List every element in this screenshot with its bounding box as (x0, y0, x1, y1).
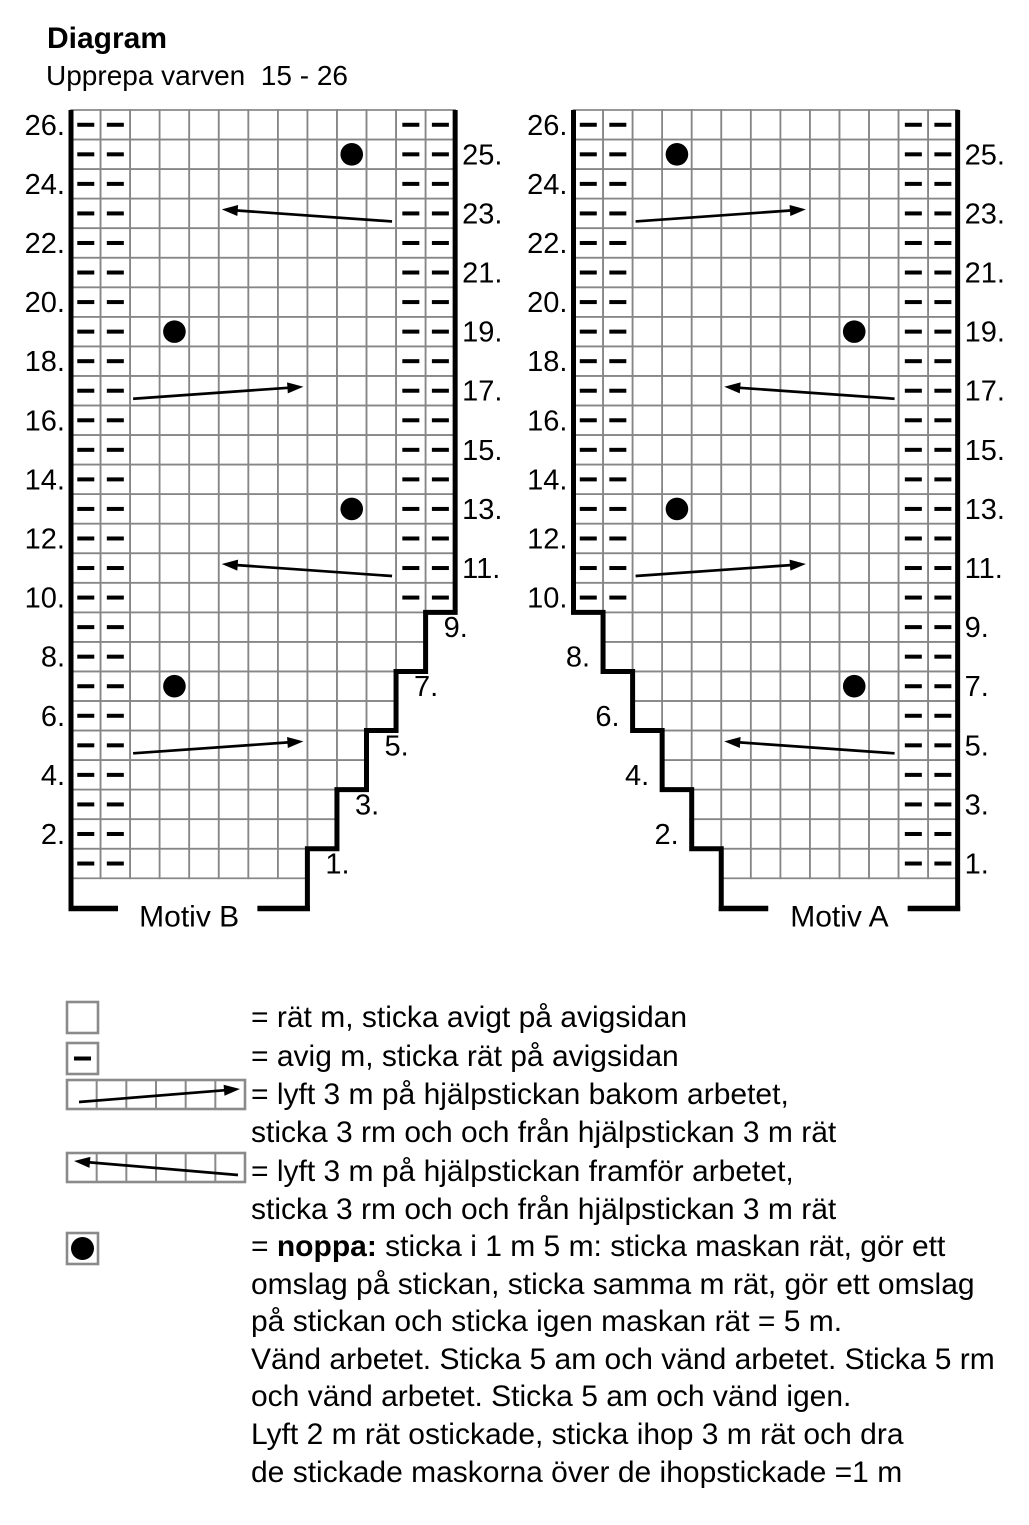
row-label: 16. (24, 405, 65, 438)
purl-dash (107, 418, 124, 422)
purl-dash (107, 182, 124, 186)
bobble-dot (163, 675, 186, 698)
purl-dash (402, 507, 419, 511)
purl-dash (934, 182, 951, 186)
row-labels (527, 110, 1005, 881)
purl-dash (77, 330, 94, 334)
cable-back-strip-symbol (67, 1080, 245, 1109)
purl-dash (77, 743, 94, 747)
purl-dash (934, 714, 951, 718)
purl-dash (77, 448, 94, 452)
legend-line: och vänd arbetet. Sticka 5 am och vänd igen. (251, 1380, 852, 1414)
purl-dash (77, 773, 94, 777)
motif-label: Motiv A (790, 900, 889, 934)
purl-dash (107, 596, 124, 600)
chart-border (71, 110, 455, 911)
purl-dash (432, 300, 449, 304)
row-label: 11. (964, 553, 1003, 586)
purl-dash (402, 271, 419, 275)
purl-dash (432, 566, 449, 570)
purl-dash (77, 802, 94, 806)
purl-dash (905, 418, 922, 422)
purl-dash (77, 625, 94, 629)
purl-dash (580, 566, 597, 570)
row-label: 2. (40, 818, 65, 851)
purl-dash (609, 359, 626, 363)
purl-dash (580, 477, 597, 481)
purl-dash (580, 241, 597, 245)
purl-dash (107, 448, 124, 452)
row-label: 21. (462, 257, 503, 290)
purl-dash (107, 211, 124, 215)
row-label: 18. (527, 346, 568, 379)
purl-dash (432, 507, 449, 511)
purl-dash (609, 566, 626, 570)
purl-dash (77, 359, 94, 363)
row-label: 13. (964, 493, 1005, 526)
row-label: 5. (964, 730, 989, 763)
purl-dash (934, 211, 951, 215)
purl-dash (77, 418, 94, 422)
purl-dash (905, 359, 922, 363)
purl-dash (580, 536, 597, 540)
row-label: 14. (24, 464, 65, 497)
purl-dash (580, 330, 597, 334)
purl-dash (905, 448, 922, 452)
row-label: 22. (527, 227, 568, 260)
legend-line: sticka 3 rm och och från hjälpstickan 3 m rät (251, 1192, 837, 1226)
bobble-dot (666, 498, 689, 521)
row-label: 21. (964, 257, 1005, 290)
purl-dash (107, 655, 124, 659)
purl-dash (432, 152, 449, 156)
legend-bold-term: noppa: (276, 1230, 377, 1263)
purl-dash (432, 123, 449, 127)
purl-dash (77, 655, 94, 659)
purl-dash (77, 714, 94, 718)
purl-dash (580, 448, 597, 452)
purl-dash (402, 152, 419, 156)
purl-dash (934, 773, 951, 777)
purl-dash (77, 182, 94, 186)
row-label: 25. (964, 139, 1005, 172)
purl-dash (77, 271, 94, 275)
purl-dash (905, 536, 922, 540)
row-label: 5. (384, 730, 409, 763)
purl-dash (107, 152, 124, 156)
legend-item-text (251, 999, 687, 1037)
purl-dash (107, 507, 124, 511)
row-label: 22. (24, 227, 65, 260)
row-label: 3. (354, 789, 380, 822)
purl-dash (905, 714, 922, 718)
purl-dash (905, 389, 922, 393)
purl-dash (107, 714, 124, 718)
row-label: 26. (527, 109, 568, 142)
purl-dash (609, 596, 626, 600)
row-label: 7. (964, 671, 989, 704)
row-label: 19. (462, 316, 503, 349)
bobble-dot (843, 320, 866, 343)
row-label: 10. (24, 582, 65, 615)
row-label: 12. (527, 523, 568, 556)
purl-dash (77, 241, 94, 245)
row-label: 24. (24, 168, 65, 201)
row-label: 9. (964, 612, 989, 645)
purl-dash (905, 182, 922, 186)
purl-dash (609, 271, 626, 275)
purl-dash (432, 211, 449, 215)
purl-dash (580, 271, 597, 275)
purl-dash (934, 684, 951, 688)
purl-dash (402, 182, 419, 186)
purl-dash (107, 625, 124, 629)
purl-dash (905, 832, 922, 836)
purl-dash (432, 477, 449, 481)
row-label: 16. (527, 405, 568, 438)
purl-dash (432, 536, 449, 540)
purl-dash (905, 507, 922, 511)
repeat-note: Upprepa varven 15 - 26 (46, 60, 348, 91)
purl-dash (107, 684, 124, 688)
purl-dash (402, 477, 419, 481)
row-label: 9. (443, 612, 468, 645)
purl-dash (609, 211, 626, 215)
purl-dash (580, 182, 597, 186)
row-label: 6. (40, 700, 65, 733)
purl-dash (402, 448, 419, 452)
row-label: 15. (462, 434, 503, 467)
purl-dash (905, 802, 922, 806)
bobble-dot (163, 320, 186, 343)
motif-label: Motiv B (139, 900, 240, 934)
purl-dash (402, 330, 419, 334)
purl-dash (905, 241, 922, 245)
purl-dash (609, 389, 626, 393)
purl-dash (609, 123, 626, 127)
purl-dash (905, 862, 922, 866)
purl-dash (402, 596, 419, 600)
purl-dash (905, 655, 922, 659)
purl-dash (580, 211, 597, 215)
purl-dash (905, 123, 922, 127)
purl-dash (402, 418, 419, 422)
bobble-dot (666, 143, 689, 166)
legend-line: = rät m, sticka avigt på avigsidan (251, 1001, 688, 1034)
purl-dash (107, 743, 124, 747)
purl-dash (432, 389, 449, 393)
purl-dash (905, 271, 922, 275)
purl-dash (905, 211, 922, 215)
purl-dash (77, 300, 94, 304)
purl-dash (934, 507, 951, 511)
purl-dash (934, 241, 951, 245)
chart-motiv-a (527, 110, 1005, 934)
purl-dash (580, 507, 597, 511)
purl-dash (609, 182, 626, 186)
purl-dash (905, 477, 922, 481)
purl-dash (609, 330, 626, 334)
purl-dash (402, 211, 419, 215)
purl-dash (77, 536, 94, 540)
purl-dash (402, 536, 419, 540)
row-label: 7. (414, 671, 439, 704)
purl-dash (609, 507, 626, 511)
knit-square-symbol (67, 1002, 98, 1033)
row-label: 17. (462, 375, 503, 408)
purl-dash (905, 330, 922, 334)
purl-dash (580, 123, 597, 127)
purl-dash (77, 152, 94, 156)
purl-dash (107, 477, 124, 481)
purl-dash (107, 802, 124, 806)
purl-dash (402, 241, 419, 245)
purl-dash (905, 300, 922, 304)
purl-dash (609, 241, 626, 245)
purl-dash (432, 418, 449, 422)
purl-dash (77, 211, 94, 215)
purl-dash (107, 566, 124, 570)
purl-dash (934, 832, 951, 836)
legend-line: omslag på stickan, sticka samma m rät, gör ett omslag (251, 1267, 975, 1301)
row-label: 17. (964, 375, 1005, 408)
purl-dash (402, 389, 419, 393)
purl-dash (934, 477, 951, 481)
purl-dash (934, 300, 951, 304)
purl-dash (432, 359, 449, 363)
purl-dash (905, 152, 922, 156)
purl-dash (74, 1057, 91, 1061)
purl-dash (934, 655, 951, 659)
bobble-dot (340, 498, 363, 521)
purl-dash (934, 536, 951, 540)
purl-dash (107, 330, 124, 334)
purl-dash (107, 389, 124, 393)
row-label: 4. (40, 759, 65, 792)
purl-dash (107, 862, 124, 866)
purl-dash (609, 448, 626, 452)
chart-motiv-b (25, 110, 503, 934)
row-label: 6. (595, 700, 620, 733)
row-label: 19. (964, 316, 1005, 349)
purl-dash (107, 241, 124, 245)
purl-dash (934, 566, 951, 570)
bobble-dot (340, 143, 363, 166)
purl-dash (432, 330, 449, 334)
legend-item-text (251, 1153, 836, 1228)
purl-dash (934, 152, 951, 156)
purl-dash (934, 271, 951, 275)
purl-dash (77, 684, 94, 688)
row-label: 24. (527, 168, 568, 201)
purl-dash (77, 862, 94, 866)
purl-dash (934, 596, 951, 600)
legend-line: = avig m, sticka rät på avigsidan (251, 1040, 679, 1073)
row-label: 20. (527, 287, 568, 320)
purl-square-symbol (67, 1043, 98, 1074)
row-label: 1. (325, 848, 350, 881)
row-labels (25, 110, 503, 881)
purl-dash (934, 359, 951, 363)
purl-dash (432, 448, 449, 452)
row-label: 14. (527, 464, 568, 497)
purl-dash (77, 596, 94, 600)
legend-line: sticka 3 rm och och från hjälpstickan 3 m rät (251, 1115, 837, 1149)
bobble-dot (843, 675, 866, 698)
row-label: 13. (462, 493, 503, 526)
purl-dash (402, 123, 419, 127)
legend-line: = lyft 3 m på hjälpstickan bakom arbetet, (251, 1078, 789, 1111)
purl-dash (432, 182, 449, 186)
purl-dash (934, 389, 951, 393)
purl-dash (609, 477, 626, 481)
row-label: 8. (565, 641, 591, 674)
purl-dash (107, 271, 124, 275)
row-label: 12. (24, 523, 65, 556)
legend-line: Vänd arbetet. Sticka 5 am och vänd arbetet. Sticka 5 rm (251, 1342, 995, 1376)
purl-dash (580, 359, 597, 363)
row-label: 3. (964, 789, 989, 822)
purl-dash (580, 596, 597, 600)
bobble-dot (71, 1237, 94, 1260)
legend-item-text (251, 1038, 679, 1076)
purl-dash (77, 507, 94, 511)
row-label: 11. (462, 553, 501, 586)
purl-dash (77, 566, 94, 570)
purl-dash (402, 359, 419, 363)
purl-dash (905, 773, 922, 777)
row-label: 20. (24, 287, 65, 320)
purl-dash (107, 300, 124, 304)
purl-dash (77, 123, 94, 127)
purl-dash (609, 152, 626, 156)
purl-dash (580, 389, 597, 393)
purl-dash (402, 566, 419, 570)
purl-dash (432, 596, 449, 600)
purl-dash (934, 448, 951, 452)
purl-dash (934, 743, 951, 747)
purl-dash (107, 832, 124, 836)
page-title: Diagram (47, 22, 168, 55)
purl-dash (580, 300, 597, 304)
row-label: 1. (964, 848, 989, 881)
row-label: 10. (527, 582, 568, 615)
purl-dash (905, 625, 922, 629)
bobble-square-symbol (67, 1233, 98, 1264)
row-label: 18. (24, 346, 65, 379)
row-label: 26. (24, 109, 65, 142)
row-label: 15. (964, 434, 1005, 467)
purl-dash (77, 389, 94, 393)
row-label: 8. (40, 641, 65, 674)
legend-line: = lyft 3 m på hjälpstickan framför arbetet, (251, 1155, 794, 1188)
row-label: 23. (964, 198, 1005, 231)
purl-dash (432, 241, 449, 245)
purl-dash (107, 359, 124, 363)
purl-dash (580, 152, 597, 156)
legend-line: Lyft 2 m rät ostickade, sticka ihop 3 m rät och dra (251, 1417, 904, 1451)
purl-dash (107, 773, 124, 777)
purl-dash (77, 477, 94, 481)
purl-dash (107, 123, 124, 127)
purl-dash (580, 418, 597, 422)
legend-item-text (251, 1228, 995, 1491)
purl-dash (934, 802, 951, 806)
purl-dash (934, 862, 951, 866)
legend-line: på stickan och sticka igen maskan rät = 5 m. (251, 1305, 843, 1339)
row-label: 23. (462, 198, 503, 231)
row-label: 25. (462, 139, 503, 172)
legend-item-text (251, 1076, 836, 1151)
purl-dash (934, 418, 951, 422)
purl-dash (905, 596, 922, 600)
purl-dash (609, 418, 626, 422)
purl-dash (107, 536, 124, 540)
purl-dash (934, 330, 951, 334)
purl-dash (609, 300, 626, 304)
cable-front-strip-symbol (67, 1153, 245, 1182)
legend-line: de stickade maskorna över de ihopstickade =1 m (251, 1455, 903, 1489)
purl-dash (905, 743, 922, 747)
purl-dash (402, 300, 419, 304)
purl-dash (934, 123, 951, 127)
purl-dash (905, 684, 922, 688)
legend-line: = noppa: sticka i 1 m 5 m: sticka maskan rät, gör ett (251, 1230, 946, 1263)
purl-dash (77, 832, 94, 836)
row-label: 2. (654, 818, 679, 851)
row-label: 4. (624, 759, 650, 792)
purl-dash (609, 536, 626, 540)
purl-dash (905, 566, 922, 570)
purl-dash (432, 271, 449, 275)
stitch-grid (71, 110, 455, 878)
purl-dash (934, 625, 951, 629)
